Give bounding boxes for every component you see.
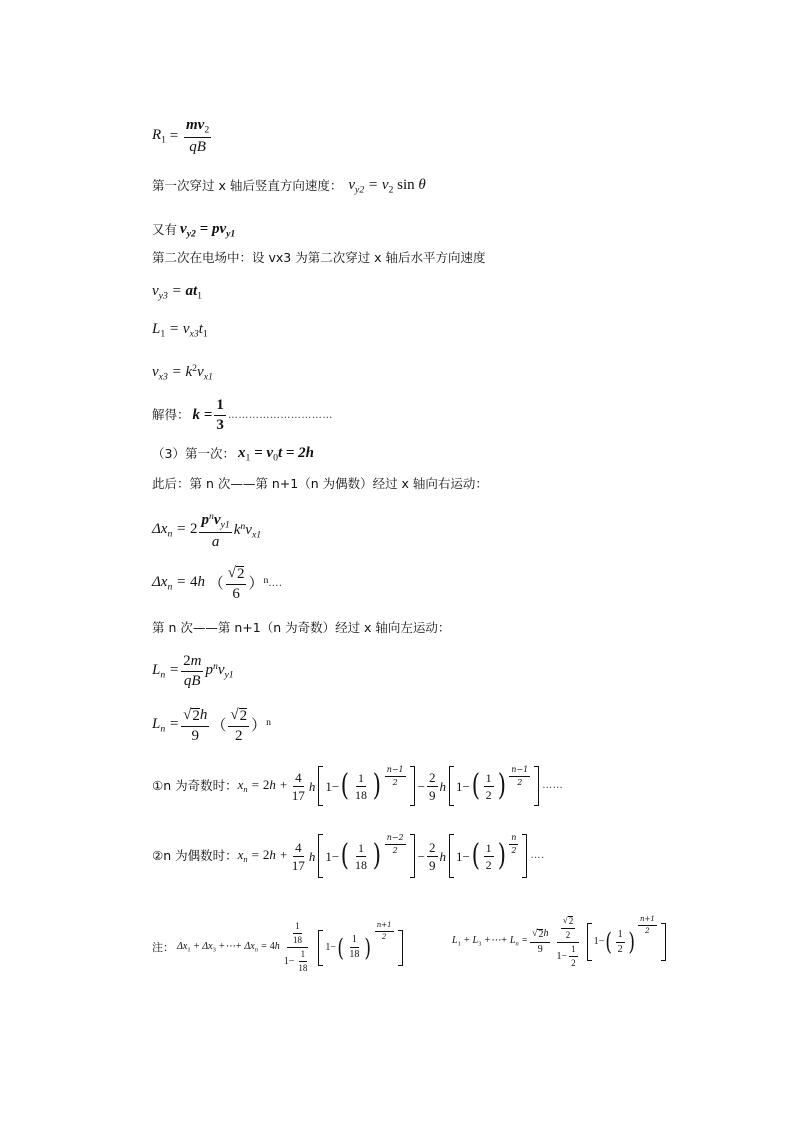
text-after: 此后：第 n 次——第 n+1（n 为偶数）经过 x 轴向右运动：	[152, 476, 488, 491]
line-odd: ①n 为奇数时： $x_n = 2h$ + $\frac{4}{17}$ h 1− ( $\frac{1}{18}$ ) $\frac{n-1}{2}$ − $\frac{2}{9}$ h 1− ( $\frac{1}{2}$ ) $\frac{n-1}{2}$ ……	[152, 766, 563, 806]
line-part3: （3）第一次： $x_1 = v_0t = 2h$	[152, 445, 314, 464]
equation-ln-2: $L_n$ = √ 2 h 9 （ √ 2 2 ）$^n$	[152, 707, 271, 744]
equation-dxn-1: $\Delta x_n = 2$ $\frac{p^nv_{y1}}{a}$ $k^nv_{x1}$	[152, 511, 262, 551]
text-solve: 解得：	[152, 407, 190, 423]
equation-ln-1: $L_n$ = $\frac{2m}{qB}$ $p^nv_{y1}$	[152, 653, 234, 689]
line-left	[152, 622, 450, 635]
text-left: 第 n 次——第 n+1（n 为奇数）经过 x 轴向左运动：	[152, 620, 451, 635]
text-first-cross: 第一次穿过 x 轴后竖直方向速度：	[152, 178, 343, 194]
line-even: ②n 为偶数时： $x_n = 2h$ + $\frac{4}{17}$ h 1− ( $\frac{1}{18}$ ) $\frac{n-2}{2}$ − $\frac{2}{9}$ h 1− ( $\frac{1}{2}$ ) $\frac{n}{2}$ ….	[152, 834, 545, 878]
text-part3: （3）第一次：	[152, 446, 235, 462]
text-even: ②n 为偶数时：	[152, 847, 238, 863]
text-second-field: 第二次在电场中：设 vx3 为第二次穿过 x 轴后水平方向速度	[152, 250, 486, 265]
line-first-cross: 第一次穿过 x 轴后竖直方向速度： $v_{y2} = v_2$ sin θ	[152, 177, 426, 196]
line-note-sum-x: 注： $\Delta x_1 + \Delta x_3$ +⋯+ $\Delta x_n = 4h$ $\frac{1}{18}$ 1− $\frac{1}{18}$ 1− ( $\frac{1}{18}$ ) $\frac{n+1}{2}$	[152, 922, 406, 973]
line-also: 又有 $v_{y2} = pv_{y1}$	[152, 221, 236, 240]
equation-vx3: $v_{x3} = k^2v_{x1}$	[152, 363, 213, 383]
line-second-field	[152, 252, 486, 265]
line-after	[152, 478, 488, 491]
text-odd: ①n 为奇数时：	[152, 777, 238, 793]
equation-vy3: $v_{y3} = at_1$	[152, 283, 203, 302]
text-note: 注：	[152, 941, 174, 954]
equation-l1: $L_1 = v_{x3}t_1$	[152, 321, 208, 340]
equation-r1: $R_1$ = $\frac{mv_2}{qB}$	[152, 117, 210, 156]
text-also: 又有	[152, 222, 178, 238]
line-note-sum-l: $L_1 + L_3$ +⋯+ $L_n$ = √ 2 h 9 √ 2 2 1− $\frac{1}{2}$ 1− ( $\frac{1}{2}$ ) $\frac{n+1}{2}$	[452, 916, 669, 968]
line-solve-k: 解得： k = $\frac{1}{3}$ …………………………	[152, 397, 333, 433]
equation-dxn-2: $\Delta x_n = 4h$ （ √ 2 6 ）$^n$ ….	[152, 565, 283, 602]
